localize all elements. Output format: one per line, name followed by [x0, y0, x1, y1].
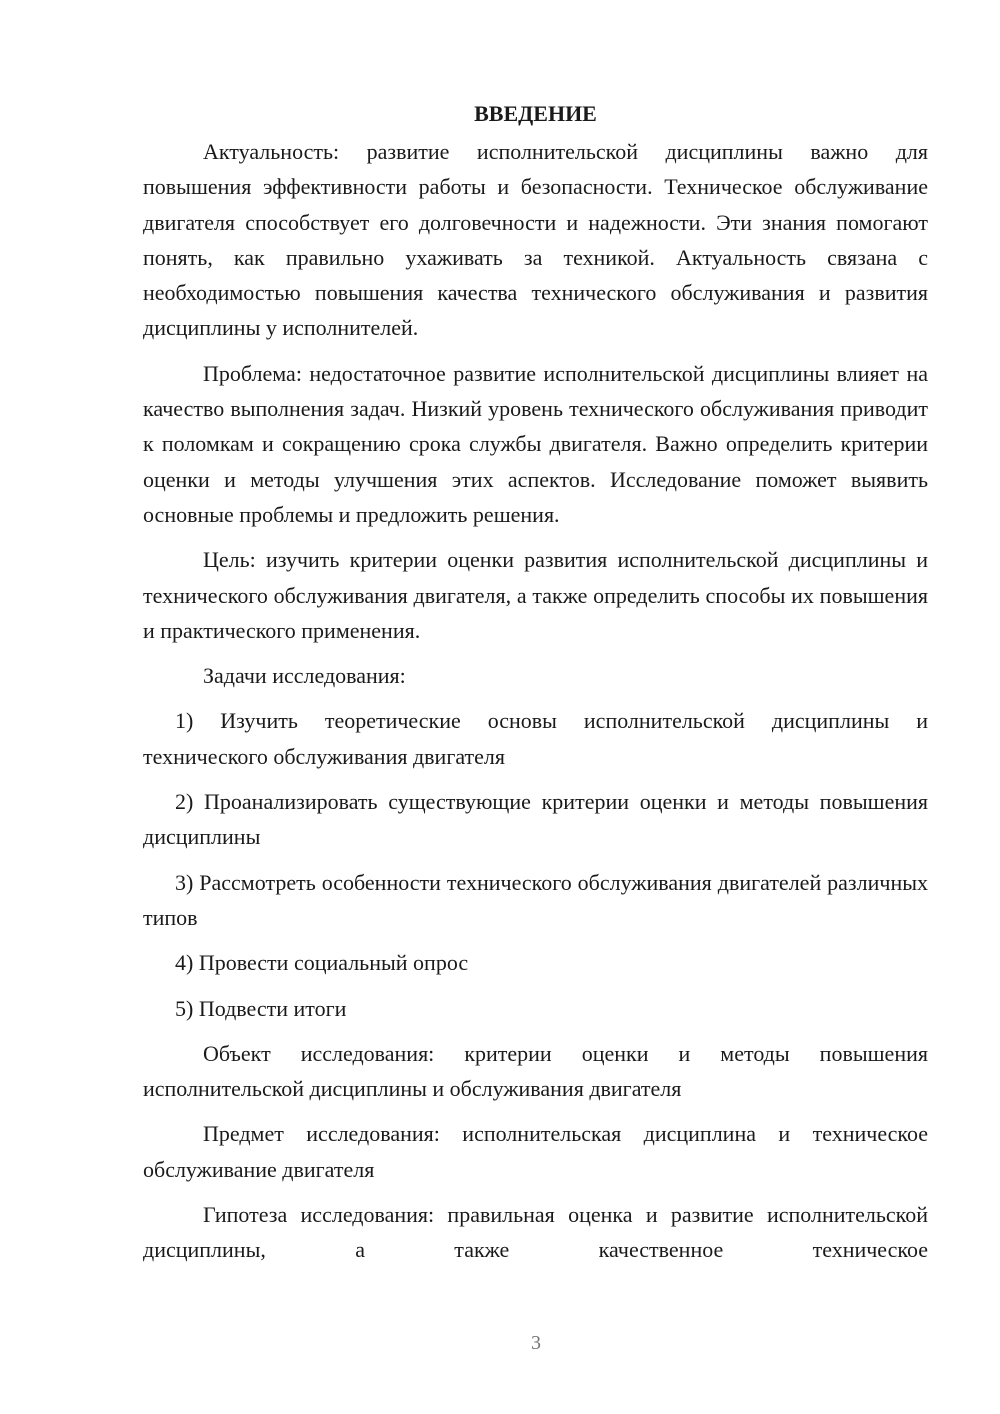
hypothesis-paragraph: Гипотеза исследования: правильная оценка и развитие исполнительской дисциплины, а также качественное техническое [143, 1202, 928, 1263]
page-number: 3 [531, 1332, 541, 1354]
task-item-4: 4) Провести социальный опрос [175, 950, 469, 976]
task-item-5: 5) Подвести итоги [175, 995, 347, 1021]
task-item-3: 3) Рассмотреть особенности технического обслуживания двигателей различных типов [143, 869, 928, 930]
relevance-paragraph: Актуальность: развитие исполнительской дисциплины важно для повышения эффективности работы и безопасности. Техническое обслуживание двигателя способствует его долговечности и надежности. Эти знания помогают понять, как правильно ухаживать за техникой. Актуальность связана с необходимостью повышения качества технического обслуживания и развития дисциплины у исполнителей. [143, 139, 928, 341]
section-title: ВВЕДЕНИЕ [474, 101, 597, 126]
tasks-heading: Задачи исследования: [203, 663, 406, 689]
subject-paragraph: Предмет исследования: исполнительская дисциплина и техническое обслуживание двигателя [143, 1121, 928, 1182]
task-item-1: 1) Изучить теоретические основы исполнительской дисциплины и технического обслуживания двигателя [143, 708, 928, 769]
document-page [143, 96, 928, 1278]
goal-paragraph: Цель: изучить критерии оценки развития исполнительской дисциплины и технического обслуживания двигателя, а также определить способы их повышения и практического применения. [143, 547, 928, 643]
problem-paragraph: Проблема: недостаточное развитие исполнительской дисциплины влияет на качество выполнения задач. Низкий уровень технического обслуживания приводит к поломкам и сокращению срока службы двигателя. Важно определить критерии оценки и методы улучшения этих аспектов. Исследование поможет выявить основные проблемы и предложить решения. [143, 360, 928, 527]
task-item-2: 2) Проанализировать существующие критерии оценки и методы повышения дисциплины [143, 789, 928, 850]
object-paragraph: Объект исследования: критерии оценки и методы повышения исполнительской дисциплины и обслуживания двигателя [143, 1040, 928, 1102]
